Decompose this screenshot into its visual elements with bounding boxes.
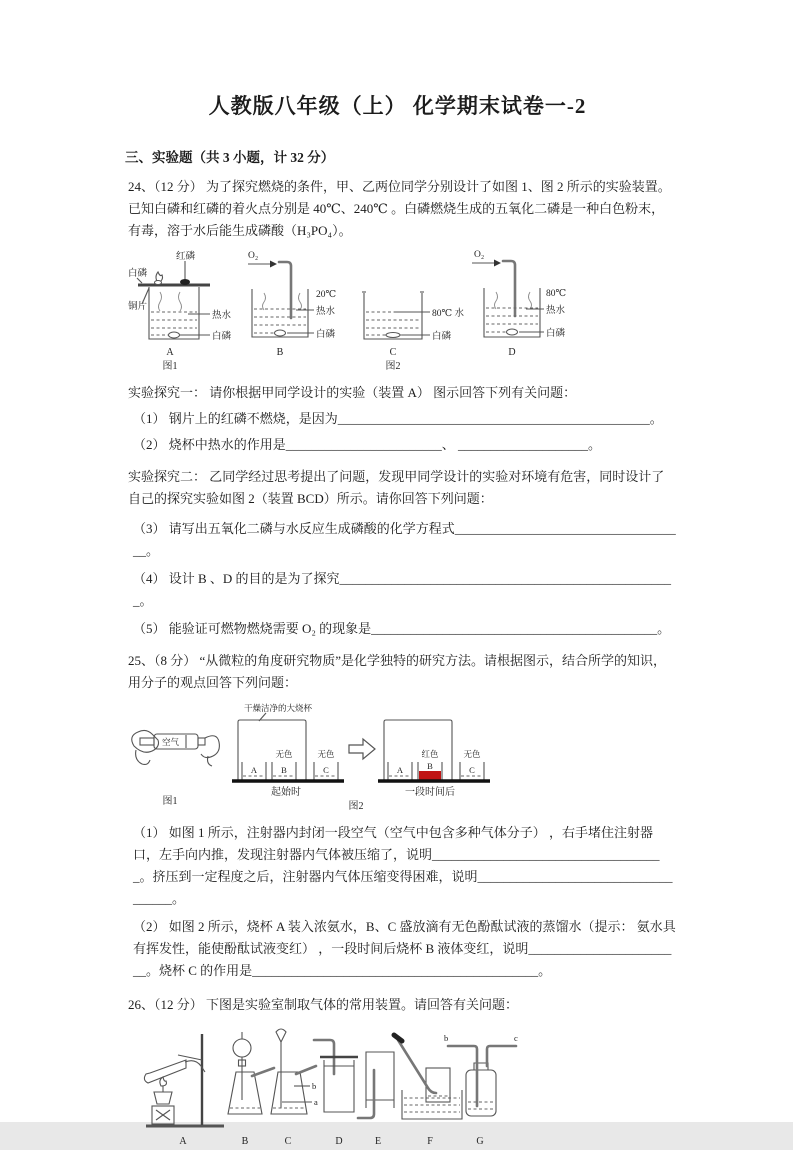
q25-item2: （2） 如图 2 所示，烧杯 A 装入浓氨水，B、C 盛放滴有无色酚酞试液的蒸馏水（提示： 氨水具有挥发性，能使酚酞试液变红） ，一段时间后烧杯 B 液体变红，说明________________________。烧杯 C 的作用是____________________________________________。 [133, 919, 676, 978]
apparatus-e-bottle-down [358, 1052, 394, 1147]
red-liquid [419, 771, 441, 780]
q26-figure [128, 1022, 677, 1150]
apparatus-d [472, 250, 567, 358]
apparatus-b-flask-funnel [228, 1032, 274, 1147]
after-beaker-b-label: B [427, 761, 433, 771]
page-title: 人教版八年级（上） 化学期末试卷一-2 [208, 94, 587, 118]
gas-apparatus-diagram [128, 1022, 528, 1150]
c-label-b: b [312, 1081, 317, 1091]
apparatus-d-letter: D [508, 347, 516, 358]
syringe-hands-sketch [132, 730, 220, 807]
label-white-phosphorus-water-a: 白磷 [212, 332, 232, 342]
start-beaker-a-label: A [250, 765, 258, 775]
start-beaker-c-label: C [323, 765, 329, 775]
after-beaker-c-label: C [469, 765, 475, 775]
start-beaker-b-label: B [281, 765, 287, 775]
combustion-apparatus-diagram [128, 248, 570, 372]
letter-b: B [241, 1136, 249, 1147]
c-label-a: a [314, 1097, 318, 1107]
apparatus-b-letter: B [276, 347, 284, 358]
arrow-icon [349, 739, 375, 759]
q24-stem: 24、（12 分） 为了探究燃烧的条件，甲、乙两位同学分别设计了如图 1、图 2 所示的实验装置。已知白磷和红磷的着火点分别是 40℃、240℃ 。白磷燃烧生成的五氧化二磷是一种白色粉末，有毒，溶于水后能生成磷酸（H₃PO₄）。 [128, 179, 671, 238]
q25-figure [128, 700, 677, 812]
section-heading: 三、实验题（共 3 小题，计 32 分） [125, 150, 335, 165]
q26-stem: 26、（12 分） 下图是实验室制取气体的常用装置。请回答有关问题： [128, 997, 519, 1012]
q24-inquiry2-heading: 实验探究二： 乙同学经过思考提出了问题，发现甲同学设计的实验对环境有危害，同时设计了自己的探究实验如图 2（装置 BCD）所示。请你回答下列问题： [128, 469, 665, 506]
after-colorless-c-label: 无色 [463, 749, 481, 759]
molecule-experiment-diagram [128, 700, 500, 812]
letter-a: A [179, 1136, 187, 1147]
q24-figure [128, 248, 677, 372]
apparatus-d-bottle-up [314, 1040, 358, 1147]
label-temp-b: 20℃ [316, 290, 337, 300]
label-red-phosphorus: 红磷 [176, 252, 196, 262]
apparatus-c-flask-thistle [271, 1029, 318, 1147]
label-hot-water-a: 热水 [212, 311, 232, 321]
figure1-caption: 图1 [162, 361, 178, 372]
apparatus-c [362, 292, 465, 372]
label-big-beaker: 干燥洁净的大烧杯 [243, 703, 313, 713]
apparatus-f-water-trough [394, 1035, 462, 1147]
label-white-phosphorus-c: 白磷 [432, 332, 452, 342]
after-beaker-a-label: A [396, 765, 404, 775]
figure2-caption: 图2 [385, 361, 401, 372]
letter-d: D [335, 1136, 343, 1147]
apparatus-b [248, 251, 337, 358]
letter-e: E [374, 1136, 382, 1147]
q25-item1: （1） 如图 1 所示，注射器内封闭一段空气（空气中包含多种气体分子） ，右手堵住注射器口，左手向内推，发现注射器内气体被压缩了，说明____________________________________。挤压到一定程度之后，注射器内气体压缩变得困难，说明____________________________________。 [133, 825, 673, 906]
label-copper-sheet: 铜片 [128, 302, 148, 312]
q25-figure2-caption: 图2 [348, 801, 364, 812]
start-colorless-c-label: 无色 [317, 749, 335, 759]
q24-item5: （5） 能验证可燃物燃烧需要 O₂ 的现象是____________________________________________。 [133, 621, 671, 636]
letter-g: G [476, 1136, 484, 1147]
apparatus-a-letter: A [166, 347, 174, 358]
start-state-group [232, 720, 344, 798]
q25-stem: 25、（8 分） “从微粒的角度研究物质”是化学独特的研究方法。请根据图示，结合所学的知识，用分子的观点回答下列问题： [128, 653, 667, 690]
label-white-phosphorus-b: 白磷 [316, 330, 336, 340]
letter-f: F [427, 1136, 433, 1147]
q24-inquiry1-heading: 实验探究一： 请你根据甲同学设计的实验（装置 A） 图示回答下列有关问题： [128, 385, 577, 400]
g-label-b: b [444, 1033, 449, 1043]
q24-item4: （4） 设计 B 、D 的目的是为了探究____________________________________________________。 [133, 571, 672, 608]
apparatus-a [128, 250, 232, 372]
q24-item2: （2） 烧杯中热水的作用是________________________、 ____________________。 [133, 437, 602, 452]
letter-c: C [284, 1136, 292, 1147]
g-label-c: c [514, 1033, 518, 1043]
apparatus-a-heating [144, 1034, 224, 1147]
label-temp-d: 80℃ [546, 289, 567, 299]
label-water-c: 80℃ 水 [432, 309, 465, 319]
label-o2-b: O₂ [248, 251, 259, 261]
start-colorless-b-label: 无色 [275, 749, 293, 759]
after-state-group [378, 720, 490, 798]
label-hot-water-b: 热水 [316, 307, 336, 317]
apparatus-c-letter: C [389, 347, 397, 358]
after-red-b-label: 红色 [421, 749, 439, 759]
label-hot-water-d: 热水 [546, 306, 566, 316]
after-caption: 一段时间后 [405, 787, 455, 798]
q24-item1: （1） 钢片上的红磷不燃烧，是因为________________________________________________。 [133, 411, 663, 426]
q24-item3: （3） 请写出五氧化二磷与水反应生成磷酸的化学方程式____________________________________。 [133, 521, 676, 558]
q25-figure1-caption: 图1 [162, 796, 178, 807]
start-caption: 起始时 [271, 787, 301, 798]
label-white-phosphorus-d: 白磷 [546, 329, 566, 339]
label-white-phosphorus-sheet: 白磷 [128, 269, 148, 279]
label-air: 空气 [162, 737, 180, 747]
apparatus-g-wash-bottle [444, 1033, 518, 1147]
label-o2-d: O₂ [474, 250, 485, 260]
